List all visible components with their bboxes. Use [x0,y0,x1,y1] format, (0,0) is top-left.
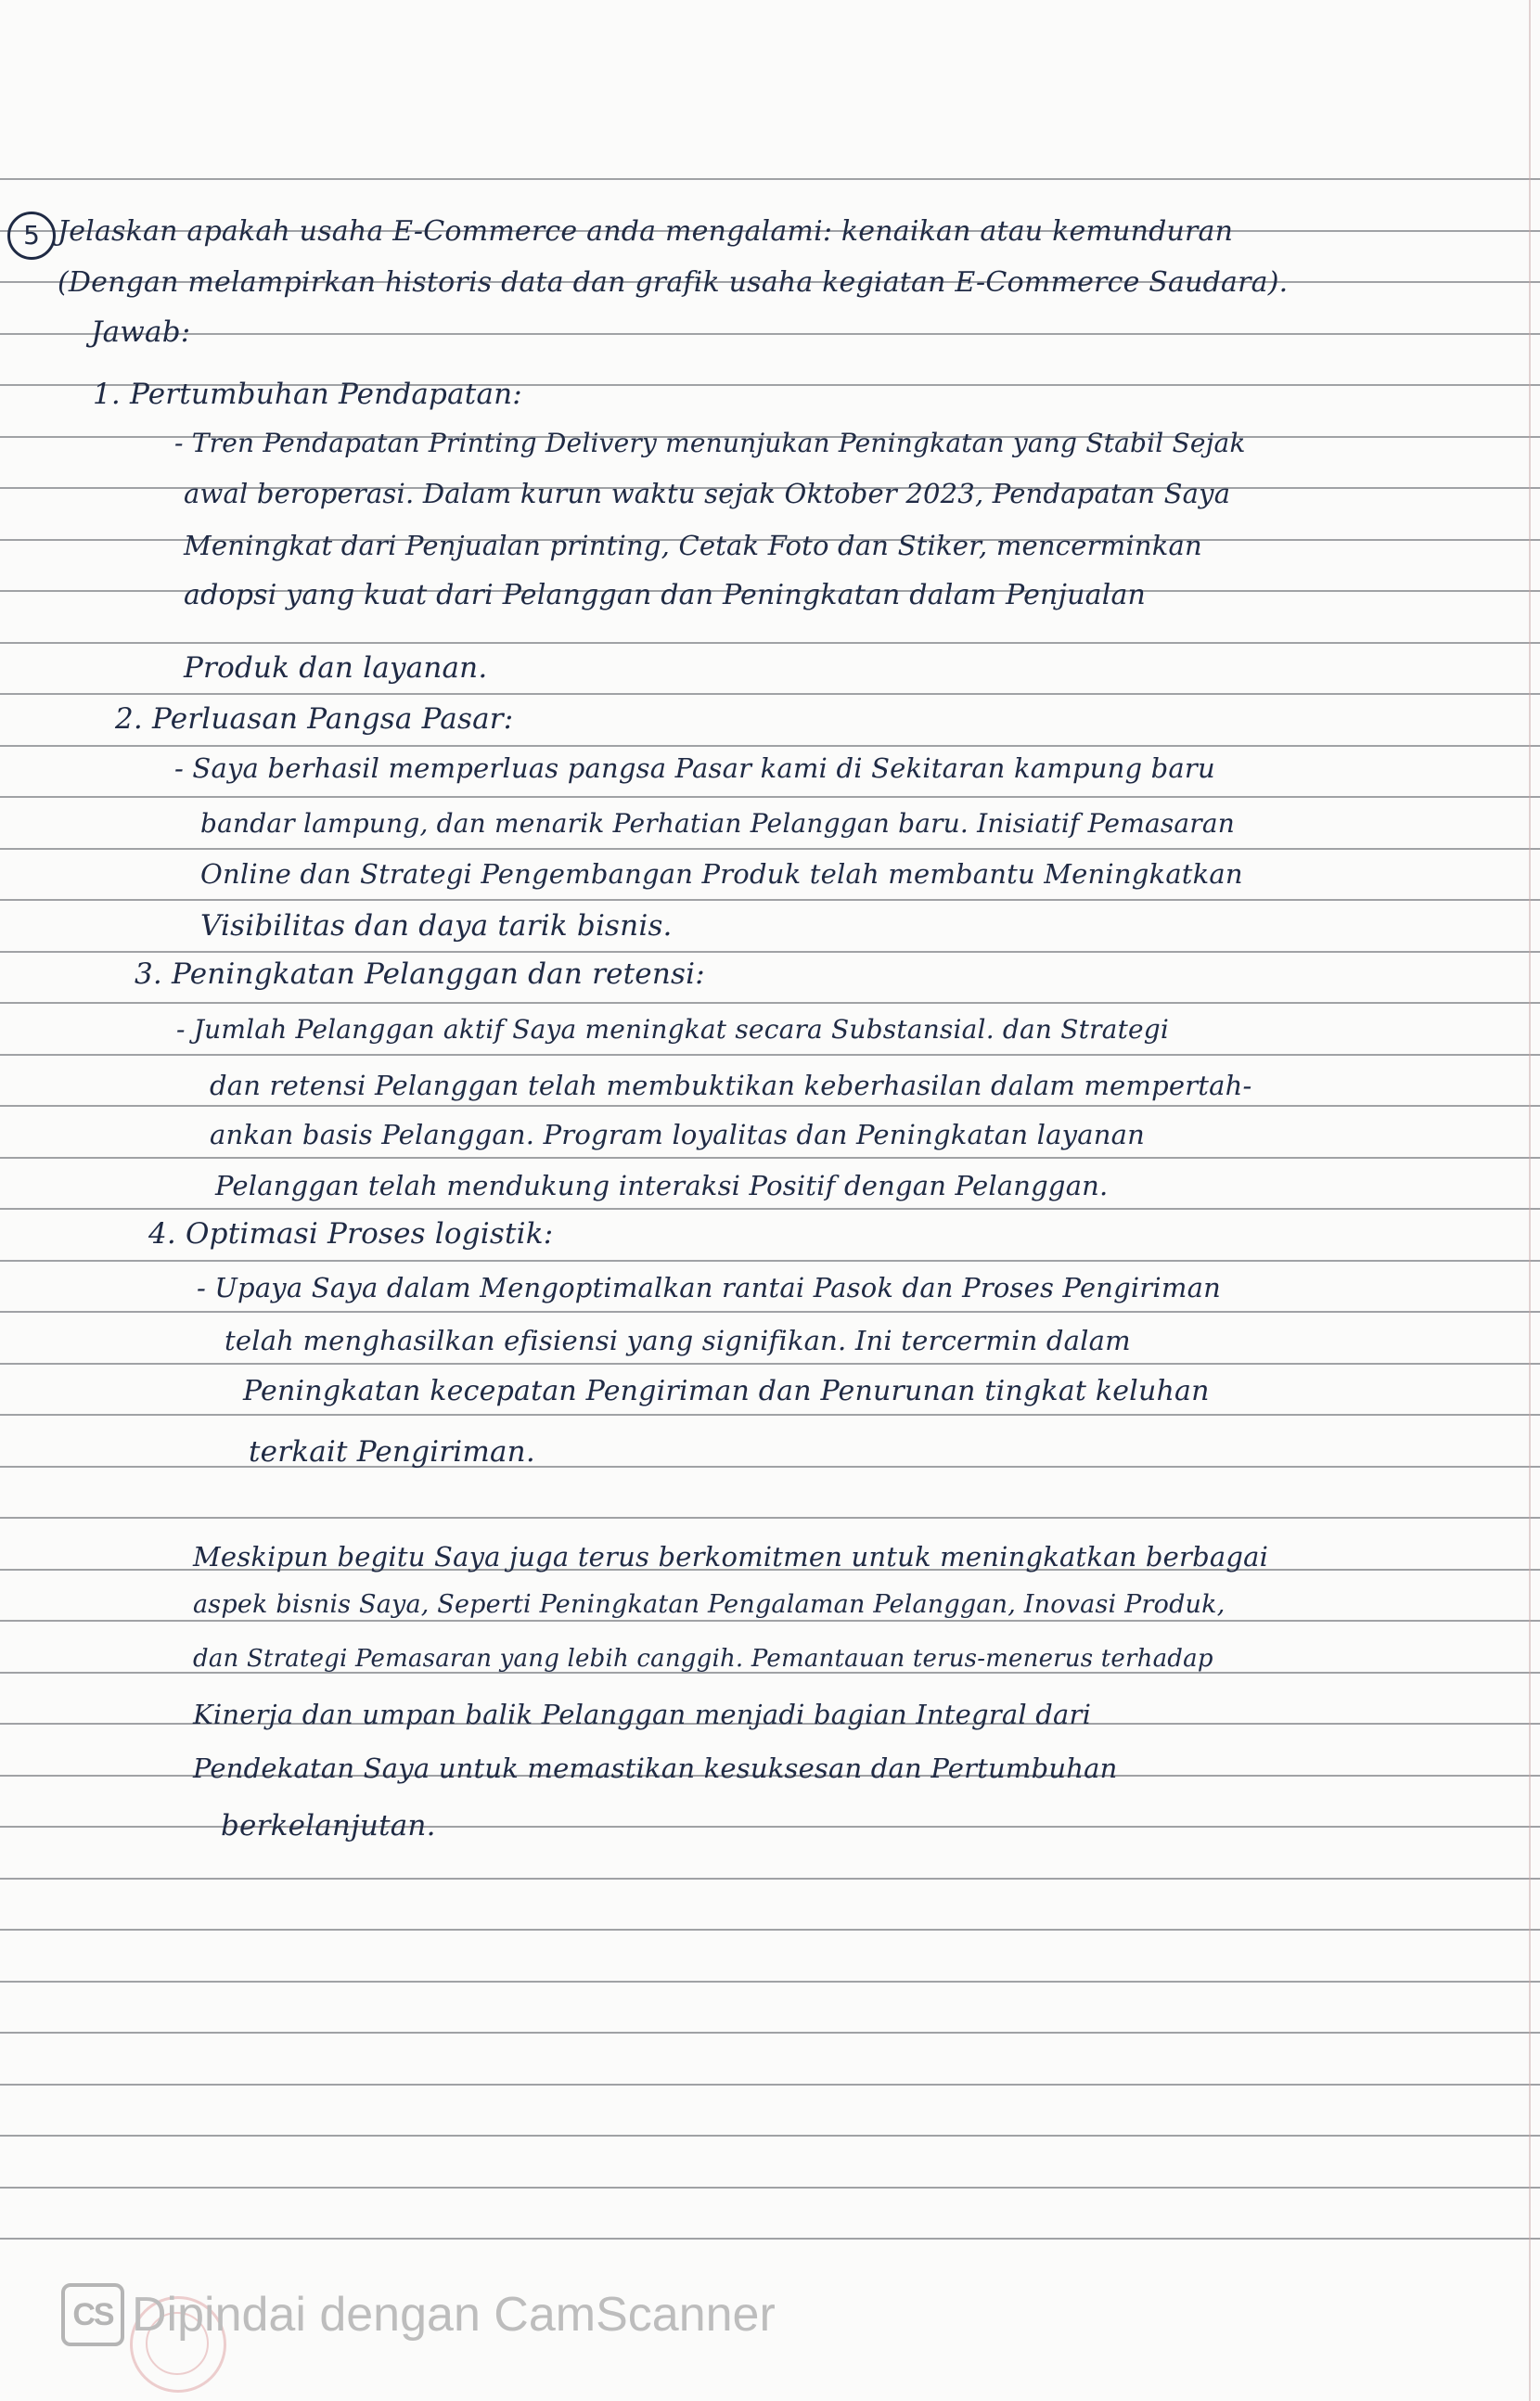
question-line-1: Jelaskan apakah usaha E-Commerce anda mengalami: kenaikan atau kemunduran [58,215,1234,248]
ruled-line [0,1878,1540,1880]
question-number-circle: 5 [7,212,56,260]
camscanner-watermark [61,2282,776,2347]
ruled-line [0,1981,1540,1983]
ruled-line [0,1208,1540,1210]
ruled-line [0,1517,1540,1519]
ruled-line [0,1054,1540,1056]
section-2-line-2: bandar lampung, dan menarik Perhatian Pelanggan baru. Inisiatif Pemasaran [200,808,1236,839]
conclusion-line-5: Pendekatan Saya untuk memastikan kesuksesan dan Pertumbuhan [193,1753,1118,1784]
ruled-line [0,1105,1540,1107]
answer-label: Jawab: [91,315,191,349]
section-3-heading: 3. Peningkatan Pelanggan dan retensi: [135,957,705,991]
section-1-line-5: Produk dan layanan. [184,651,488,685]
ruled-line [0,693,1540,695]
section-1-line-3: Meningkat dari Penjualan printing, Cetak Foto dan Stiker, mencerminkan [184,530,1202,561]
conclusion-line-2: aspek bisnis Saya, Seperti Peningkatan Pengalaman Pelanggan, Inovasi Produk, [193,1590,1226,1619]
ruled-line [0,1311,1540,1313]
ruled-line [0,1260,1540,1262]
ruled-line [0,848,1540,850]
ruled-line [0,1002,1540,1004]
section-2-line-4: Visibilitas dan daya tarik bisnis. [200,909,673,943]
section-2-line-3: Online dan Strategi Pengembangan Produk telah membantu Meningkatkan [200,858,1243,890]
conclusion-line-4: Kinerja dan umpan balik Pelanggan menjadi bagian Integral dari [193,1699,1092,1730]
ruled-line [0,2135,1540,2137]
ruled-line [0,178,1540,180]
ruled-line [0,745,1540,747]
ruled-line [0,2084,1540,2086]
camscanner-logo-icon: CS [61,2283,124,2346]
ruled-line [0,2238,1540,2240]
question-line-2: (Dengan melampirkan historis data dan grafik usaha kegiatan E-Commerce Saudara). [58,266,1289,299]
margin-line [1529,0,1531,2401]
section-1-heading: 1. Pertumbuhan Pendapatan: [93,378,522,411]
section-2-line-1: - Saya berhasil memperluas pangsa Pasar kami di Sekitaran kampung baru [174,752,1215,784]
section-4-line-3: Peningkatan kecepatan Pengiriman dan Penurunan tingkat keluhan [243,1375,1210,1407]
ruled-line [0,2032,1540,2034]
ruled-line [0,333,1540,335]
section-2-heading: 2. Perluasan Pangsa Pasar: [115,702,514,736]
ruled-line [0,796,1540,798]
ruled-line [0,899,1540,901]
ruled-line [0,1929,1540,1931]
section-4-heading: 4. Optimasi Proses logistik: [148,1217,554,1251]
ruled-line [0,642,1540,644]
ruled-line [0,1363,1540,1365]
section-1-line-4: adopsi yang kuat dari Pelanggan dan Peningkatan dalam Penjualan [184,579,1147,611]
section-3-line-4: Pelanggan telah mendukung interaksi Positif dengan Pelanggan. [215,1170,1109,1201]
section-3-line-1: - Jumlah Pelanggan aktif Saya meningkat secara Substansial. dan Strategi [176,1014,1170,1045]
ruled-line [0,1414,1540,1416]
ruled-line [0,1157,1540,1159]
section-4-line-1: - Upaya Saya dalam Mengoptimalkan rantai Pasok dan Proses Pengiriman [197,1272,1221,1303]
ruled-line [0,2187,1540,2189]
section-3-line-2: dan retensi Pelanggan telah membuktikan keberhasilan dalam mempertah- [210,1070,1252,1101]
ruled-line [0,1466,1540,1468]
conclusion-line-6: berkelanjutan. [221,1809,436,1842]
section-4-line-2: telah menghasilkan efisiensi yang signifikan. Ini tercermin dalam [225,1325,1131,1356]
section-1-line-2: awal beroperasi. Dalam kurun waktu sejak Oktober 2023, Pendapatan Saya [184,478,1231,509]
ruled-line [0,951,1540,953]
conclusion-line-3: dan Strategi Pemasaran yang lebih canggih. Pemantauan terus-menerus terhadap [193,1645,1213,1673]
conclusion-line-1: Meskipun begitu Saya juga terus berkomitmen untuk meningkatkan berbagai [193,1541,1269,1573]
section-1-line-1: - Tren Pendapatan Printing Delivery menunjukan Peningkatan yang Stabil Sejak [174,428,1246,458]
section-4-line-4: terkait Pengiriman. [249,1435,535,1469]
section-3-line-3: ankan basis Pelanggan. Program loyalitas dan Peningkatan layanan [210,1119,1145,1150]
watermark-text: Dipindai dengan CamScanner [132,2288,776,2342]
